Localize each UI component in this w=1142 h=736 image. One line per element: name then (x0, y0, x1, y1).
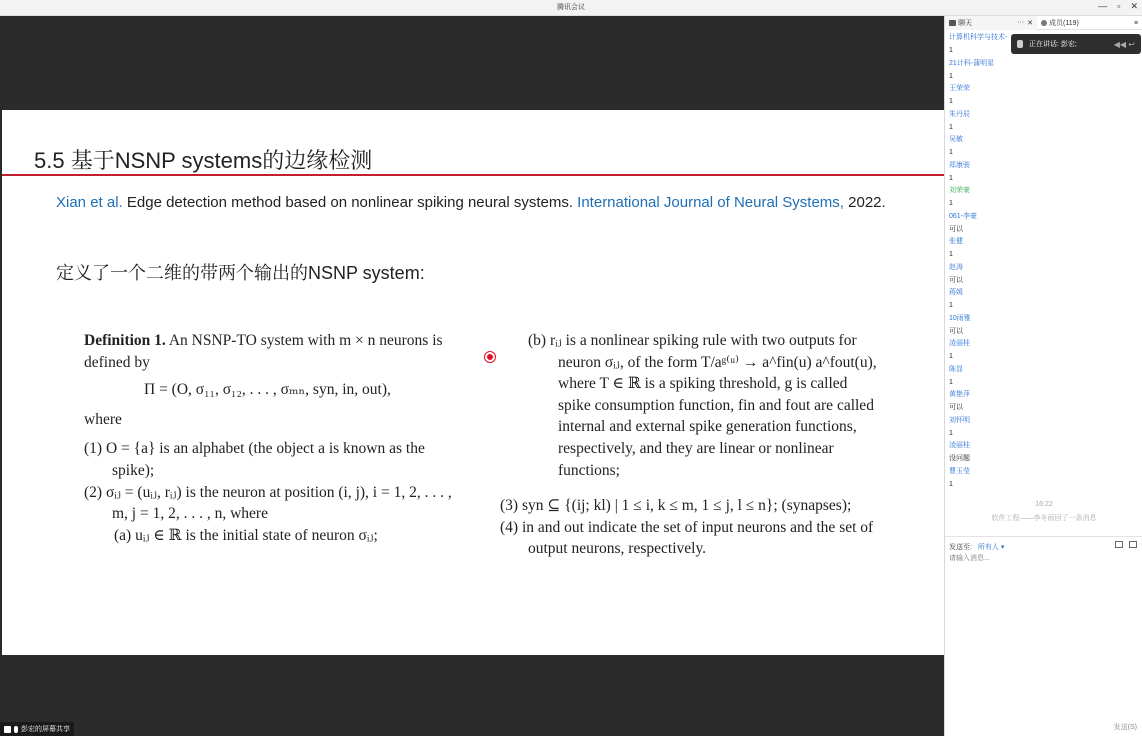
share-label: 彭宏的屏幕共享 (21, 726, 70, 733)
message-text: 1 (949, 47, 953, 54)
chat-message (949, 109, 1139, 135)
chat-icon (949, 20, 956, 26)
recipient-select[interactable]: 所有人 ▾ (977, 544, 1005, 551)
tab-chat[interactable] (945, 16, 1037, 30)
citation (56, 192, 896, 213)
chat-message (949, 313, 1139, 339)
definition-right-column (500, 330, 878, 560)
message-text: 没问题 (949, 455, 970, 462)
screen-share-indicator[interactable] (0, 722, 74, 736)
compose-area (945, 536, 1142, 736)
message-text: 1 (949, 98, 953, 105)
tab-members-label: 成员(119) (1049, 20, 1079, 27)
message-text: 可以 (949, 327, 963, 335)
close-button[interactable]: ✕ (1130, 1, 1138, 11)
send-to (949, 542, 1004, 552)
citation-authors: Xian et al. (56, 194, 123, 211)
window-title: 腾讯会议 (557, 4, 585, 11)
chat-message (949, 262, 1139, 288)
panel-menu-icon[interactable]: ≡ (1133, 19, 1139, 27)
message-sender[interactable]: 计算机科学与技术- (949, 34, 1008, 41)
message-text: 可以 (949, 276, 963, 284)
speaker-mic-icon (1017, 40, 1023, 48)
chat-message (949, 58, 1139, 84)
definition-formula: Π = (O, σ₁₁, σ₁₂, . . . , σₘₙ, syn, in, out), (144, 381, 391, 399)
chat-message (949, 415, 1139, 441)
message-text: 可以 (949, 404, 963, 411)
message-sender[interactable]: 凌丽桂 (949, 340, 970, 347)
tab-chat-label: 聊天 (958, 20, 972, 27)
message-sender[interactable]: 061-李豪 (949, 212, 978, 220)
speaking-label: 正在讲话: 彭宏; (1029, 41, 1077, 48)
message-sender[interactable]: 凌丽桂 (949, 442, 970, 449)
members-icon (1041, 20, 1047, 26)
shared-screen-area (0, 16, 944, 736)
message-text: 1 (949, 302, 953, 309)
mic-icon (14, 726, 18, 733)
window-controls (1098, 1, 1138, 12)
message-sender[interactable]: 赵涛 (949, 263, 963, 271)
chat-message (949, 134, 1139, 160)
message-sender[interactable]: 曹玉莹 (949, 467, 970, 475)
chat-message (949, 364, 1139, 390)
send-to-label: 发送至: (949, 544, 972, 551)
message-text: 1 (949, 251, 953, 258)
chat-message (949, 83, 1139, 109)
definition-left-column (84, 330, 464, 546)
message-sender[interactable]: 10雨雅 (949, 314, 971, 322)
message-sender[interactable]: 王荣荣 (949, 85, 970, 92)
message-text: 可以 (949, 225, 963, 233)
title-bar (0, 0, 1142, 16)
message-input[interactable] (949, 553, 1137, 713)
message-text: 1 (949, 353, 953, 360)
message-sender[interactable]: 21计科-蒲明星 (949, 59, 995, 67)
compose-tools (1115, 541, 1137, 548)
file-icon[interactable] (1115, 541, 1123, 548)
citation-year: 2022. (843, 194, 886, 211)
message-text: 1 (949, 480, 953, 488)
chat-message (949, 160, 1139, 186)
speaking-indicator (1011, 34, 1141, 54)
message-sender[interactable]: 黄艳萍 (949, 391, 970, 398)
definition-intro: An NSNP-TO system with m × n neurons is defined by (84, 332, 443, 371)
laser-pointer (485, 352, 495, 362)
message-text: 1 (949, 149, 953, 156)
message-sender[interactable]: 郑康骏 (949, 161, 970, 169)
slide-subheading: 定义了一个二维的带两个输出的NSNP system: (56, 263, 425, 283)
close-chat-icon[interactable]: ✕ (1027, 20, 1033, 27)
presentation-slide (2, 110, 944, 655)
message-text: 1 (949, 123, 953, 131)
chat-message (949, 287, 1139, 313)
message-sender[interactable]: 蒋媛 (949, 289, 963, 296)
definition-item-1: (1) O = {a} is an alphabet (the object a is known as the spike); (84, 440, 425, 479)
more-icon[interactable]: ··· (1017, 19, 1025, 26)
message-text: 1 (949, 200, 953, 207)
message-list (949, 32, 1139, 491)
chat-message (949, 185, 1139, 211)
definition-label: Definition 1. (84, 332, 166, 349)
chat-panel (944, 16, 1142, 736)
definition-item-4: (4) in and out indicate the set of input neurons and the set of output neurons, respectively. (500, 518, 874, 558)
slide-heading: 5.5 基于NSNP systems的边缘检测 (34, 148, 373, 173)
definition-where: where (84, 410, 122, 428)
definition-item-2b: (b) rᵢⱼ is a nonlinear spiking rule with two outputs for neuron σᵢⱼ, of the form T/aᵍ⁽ᵘ⁾ → a^fin(u) a^fout(u), where T ∈ ℝ is a spiking threshold, g is called spike consumption function, fin and fout are called internal and external spike generation functions, respectively, and they are linear or nonlinear functions; (528, 332, 877, 479)
chat-message (949, 440, 1139, 466)
chat-message (949, 338, 1139, 364)
chat-message (949, 211, 1139, 237)
message-sender[interactable]: 张健 (949, 238, 963, 245)
heading-divider (2, 174, 944, 176)
message-text: 1 (949, 72, 953, 80)
message-sender[interactable]: 刘怀明 (949, 416, 970, 424)
definition-item-3: (3) syn ⊆ {(ij; kl) | 1 ≤ i, k ≤ m, 1 ≤ j, l ≤ n}; (synapses); (500, 497, 852, 515)
message-text: 1 (949, 429, 953, 437)
system-timestamp: 16:22 (1035, 501, 1053, 508)
definition-item-2: (2) σᵢⱼ = (uᵢⱼ, rᵢⱼ) is the neuron at position (i, j), i = 1, 2, . . . , m, j = 1, 2, . . . , n, where (84, 483, 452, 523)
send-button[interactable]: 发送(S) (1113, 724, 1137, 731)
chat-message (949, 466, 1139, 492)
message-sender[interactable]: 吴敏 (949, 136, 963, 143)
image-icon[interactable] (1129, 541, 1137, 548)
screen-icon (4, 726, 11, 733)
chat-message (949, 389, 1139, 415)
speaking-controls[interactable]: ◀◀ ↩ (1113, 39, 1135, 49)
message-text: 1 (949, 378, 953, 386)
tab-members[interactable] (1037, 16, 1129, 30)
maximize-button[interactable]: ▫ (1117, 1, 1121, 11)
minimize-button[interactable]: — (1098, 1, 1108, 11)
system-notice: 软件工程——李冬雨回了一条消息 (991, 515, 1097, 522)
message-sender[interactable]: 刘荣豪 (949, 187, 970, 194)
definition-item-2a: (a) uᵢⱼ ∈ ℝ is the initial state of neuron σᵢⱼ; (114, 526, 378, 544)
citation-journal: International Journal of Neural Systems, (577, 194, 844, 211)
panel-tabs (945, 16, 1142, 30)
citation-title: Edge detection method based on nonlinear spiking neural systems. (122, 194, 578, 211)
chat-message (949, 236, 1139, 262)
message-sender[interactable]: 陈显 (949, 365, 963, 373)
message-text: 1 (949, 174, 953, 182)
message-sender[interactable]: 朱丹辰 (949, 110, 970, 118)
